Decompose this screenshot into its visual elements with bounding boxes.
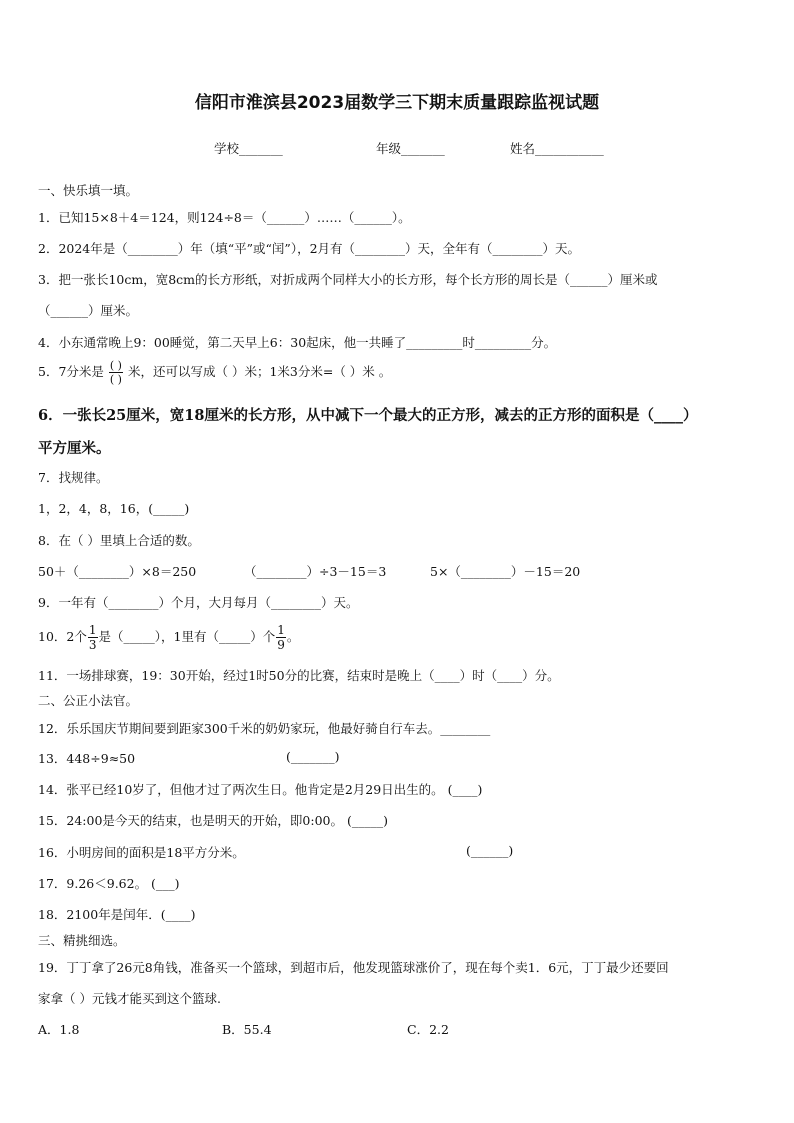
section-heading-1: 一、快乐填一填。	[38, 183, 139, 198]
question-3-line-2: （______）厘米。	[38, 303, 139, 318]
question-19-line-1: 19．丁丁拿了26元8角钱，准备买一个篮球，到超市后，他发现篮球涨价了，现在每个卖1．6元，丁丁最少还要回	[38, 960, 669, 975]
question-5-prefix: 5．7分米是	[38, 364, 104, 379]
question-10-part-3: 。	[286, 629, 300, 644]
section-heading-3: 三、精挑细选。	[38, 933, 126, 948]
name-field: 姓名___________	[510, 141, 604, 156]
question-16: 16．小明房间的面积是18平方分米。	[38, 845, 245, 860]
question-17: 17．9.26＜9.62。 (___)	[38, 876, 180, 891]
question-2: 2．2024年是（________）年（填“平”或“闰”），2月有（________）天，全年有（________）天。	[38, 241, 581, 256]
question-7: 7．找规律。	[38, 470, 109, 485]
question-12: 12．乐乐国庆节期间要到距家300千米的奶奶家玩，他最好骑自行车去。________	[38, 721, 491, 736]
question-5-fraction	[109, 360, 123, 385]
question-16-answer: (______)	[466, 843, 514, 858]
question-10-part-2: 是（_____），1里有（_____）个	[98, 629, 276, 644]
question-10-fraction-1	[88, 624, 98, 651]
question-7-sequence: 1，2，4，8，16，(_____)	[38, 501, 190, 516]
question-3-line-1: 3．把一张长10cm，宽8cm的长方形纸，对折成两个同样大小的长方形，每个长方形的周长是（______）厘米或	[38, 272, 658, 287]
question-10-fraction-2-numerator: 1	[277, 623, 285, 637]
question-15: 15．24:00是今天的结束，也是明天的开始，即0:00。 (_____)	[38, 813, 388, 828]
page-title: 信阳市淮滨县2023届数学三下期末质量跟踪监视试题	[194, 93, 600, 113]
question-5-suffix: 米，还可以写成（ ）米；1米3分米=（ ）米 。	[127, 364, 392, 379]
question-8-equation-c: 5×（________）－15＝20	[430, 564, 581, 579]
question-8-equation-b: （________）÷3－15＝3	[244, 564, 387, 579]
question-13-answer: (_______)	[286, 749, 340, 764]
question-11: 11．一场排球赛，19：30开始，经过1时50分的比赛，结束时是晚上（____）时（____）分。	[38, 668, 560, 683]
question-6-line-2: 平方厘米。	[38, 440, 111, 457]
question-19-line-2: 家拿（ ）元钱才能买到这个篮球.	[38, 991, 221, 1006]
school-field: 学校_______	[214, 141, 283, 156]
question-10	[38, 624, 299, 651]
question-14: 14．张平已经10岁了，但他才过了两次生日。他肯定是2月29日出生的。 (____)	[38, 782, 483, 797]
question-9: 9．一年有（________）个月，大月每月（________）天。	[38, 595, 359, 610]
question-5-fraction-numerator: ( )	[109, 359, 122, 372]
question-10-fraction-1-numerator: 1	[88, 623, 97, 637]
option-b: B．55.4	[222, 1022, 272, 1037]
question-10-fraction-1-denominator: 3	[88, 638, 97, 652]
question-5	[38, 360, 391, 385]
question-6-line-1: 6．一张长25厘米，宽18厘米的长方形，从中减下一个最大的正方形，减去的正方形的面积是（____）	[38, 407, 698, 424]
question-8-equation-a: 50＋（________）×8＝250	[38, 564, 197, 579]
grade-field: 年级_______	[376, 141, 445, 156]
question-5-fraction-denominator: ( )	[109, 373, 122, 386]
question-18: 18．2100年是闰年．(____)	[38, 907, 196, 922]
option-c: C．2.2	[407, 1022, 449, 1037]
question-8: 8．在（ ）里填上合适的数。	[38, 533, 200, 548]
question-10-fraction-2-denominator: 9	[277, 638, 285, 652]
section-heading-2: 二、公正小法官。	[38, 693, 139, 708]
question-13: 13．448÷9≈50	[38, 751, 136, 766]
question-10-part-1: 10．2个	[38, 629, 87, 644]
question-4: 4．小东通常晚上9：00睡觉，第二天早上6：30起床，他一共睡了_________时_________分。	[38, 335, 557, 350]
question-10-fraction-2	[276, 624, 286, 651]
question-1: 1．已知15×8＋4＝124，则124÷8＝（______）……（______）。	[38, 210, 411, 225]
option-a: A．1.8	[38, 1022, 80, 1037]
